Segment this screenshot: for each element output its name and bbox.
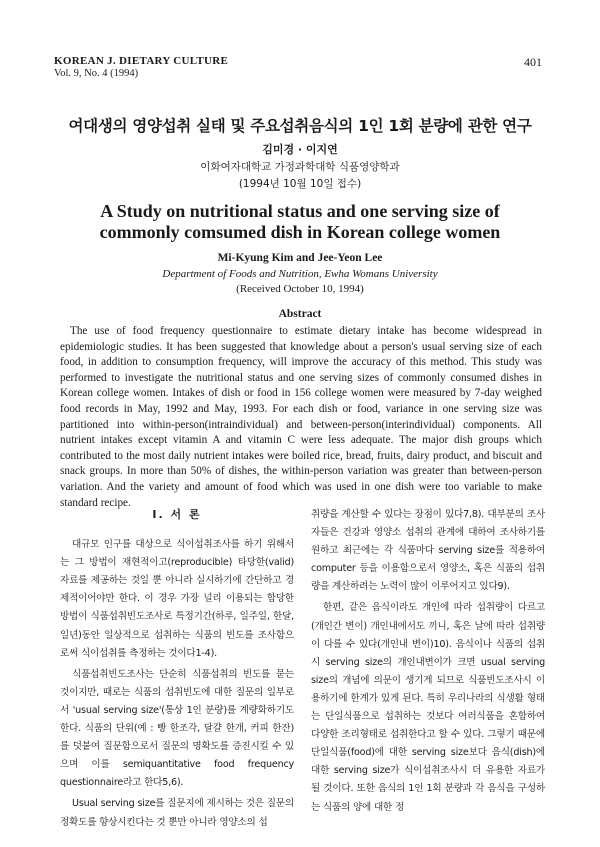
korean-authors: 김미경 · 이지연: [262, 143, 338, 156]
journal-volume: Vol. 9, No. 4 (1994): [54, 68, 139, 79]
english-authors: Mi-Kyung Kim and Jee-Yeon Lee: [217, 252, 383, 264]
english-title-line1: A Study on nutritional status and one serving size of: [100, 201, 500, 221]
korean-affiliation: 이화여자대학교 가정과학대학 식품영양학과: [200, 161, 400, 173]
korean-title: 여대생의 영양섭취 실태 및 주요섭취음식의 1인 1회 분량에 관한 연구: [68, 117, 532, 135]
english-title-line2: commonly comsumed dish in Korean college women: [99, 222, 501, 242]
abstract-text: The use of food frequency questionnaire to estimate dietary intake has become widespread in epidemiologic studies. It has been suggested that knowledge about a person's usual serving size of each food, in addition to consumption frequency, will improve the accuracy of this method. This study was performed to investigate the nutritional status and one serving sizes of commonly consumed dishes in Korean college women. Intakes of dish or food in 156 college women were measured by 7-day weighed food records in May, 1992 and May, 1993. For each dish or food, variance in one serving size was partitioned into within-person(intraindividual) and between-person(interindividual) components. All nutrient intakes except vitamin A and vitamin C were less adequate. The major dish groups which contributed to the most daily nutrient intakes were boiled rice, bread, fruits, dairy product, and biscuit and snack groups. In more than 50% of dishes, the within-person variation was greater than between-person variation. And the variety and amount of food which was used in one dish were too variable to make standard recipe.: [60, 325, 542, 509]
page-number: 401: [524, 55, 542, 69]
english-received-date: (Received October 10, 1994): [236, 283, 364, 295]
english-title: [0, 201, 600, 243]
english-affiliation: Department of Foods and Nutrition, Ewha Womans University: [162, 268, 438, 280]
body-paragraph: 취량을 계산할 수 있다는 장점이 있다7,8). 대부분의 조사자들은 건강과 영양소 섭취의 관계에 대하여 조사하기를 원하고 최근에는 각 식품마다 serving size를 적용하여 computer 등을 이용함으로서 영양소, 혹은 식품의 섭취량을 계산하려는 노력이 많이 이루어지고 있다9).: [311, 509, 545, 593]
body-paragraph: 식품섭취빈도조사는 단순히 식품섭취의 빈도를 묻는 것이지만, 때로는 식품의 섭취빈도에 대한 질문의 일부로서 'usual serving size'(통상 1인 분량)를 계량화하기도 한다. 식품의 단위(예 : 빵 한조각, 달걀 한개, 커피 한잔)를 덧붙여 질문함으로서 질문의 명확도를 증진시킬 수 있으며 이를 semiquantitative food frequency questionnaire라고 한다5,6).: [60, 668, 294, 789]
body-right-column: [311, 506, 545, 817]
section-heading-introduction: I. 서 론: [152, 508, 202, 521]
body-left-column: [60, 506, 294, 832]
body-paragraph: Usual serving size를 질문지에 제시하는 것은 질문의 정확도를 향상시킨다는 것 뿐만 아니라 영양소의 섭: [60, 798, 294, 828]
journal-header: [54, 55, 228, 79]
body-paragraph: 대규모 인구를 대상으로 식이섭취조사를 하기 위해서는 그 방법이 재현적이고(reproducible) 타당한(valid) 자료를 제공하는 것일 뿐 아니라 실시하기에 간단하고 경제적이어야만 한다. 이 경우 가장 널리 이용되는 합당한 방법이 식품섭취빈도조사로 특정기간(하루, 일주일, 한달, 일년)동안 일상적으로 섭취하는 식품의 빈도를 조사함으로써 식이섭취를 측정하는 것이다1-4).: [60, 539, 294, 659]
body-paragraph: 한편, 같은 음식이라도 개인에 따라 섭취량이 다르고(개인간 변이) 개인내에서도 끼니, 혹은 날에 따라 섭취량이 다를 수 있다(개인내 변이)10). 음식이나 식품의 섭취시 serving size의 개인내변이가 크면 usual serving size의 개념에 의문이 생기게 되므로 식품빈도조사시 이용하기에 한계가 있게 된다. 특히 우리나라의 식생활 형태는 단일식품으로 섭취하는 것보다 여러식품을 혼합하여 다양한 조리형태로 섭취한다고 할 수 있다. 그렇기 때문에 단일식품(food)에 대한 serving size보다 음식(dish)에 대한 serving size가 식이섭취조사시 더 유용한 자료가 될 것이다. 또한 음식의 1인 1회 분량과 각 음식을 구성하는 식품의 양에 대한 정: [311, 602, 545, 813]
abstract-heading: Abstract: [278, 308, 322, 320]
journal-name: KOREAN J. DIETARY CULTURE: [54, 55, 229, 67]
korean-received-date: (1994년 10월 10일 접수): [238, 178, 362, 190]
